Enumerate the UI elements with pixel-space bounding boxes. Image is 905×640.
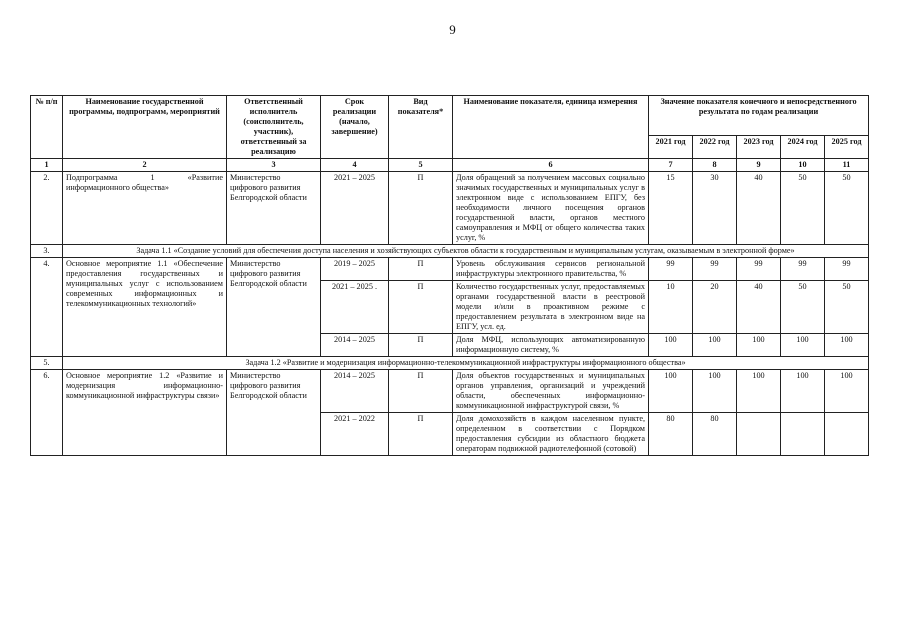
term: 2014 – 2025 (321, 334, 389, 357)
value-cell (781, 413, 825, 456)
term: 2019 – 2025 (321, 258, 389, 281)
value-cell (825, 413, 869, 456)
program-name: Основное мероприятие 1.2 «Развитие и модернизация информационно-коммуникационной инфраструктуры связи» (63, 370, 227, 456)
indicator-kind: П (389, 370, 453, 413)
row-number: 2. (31, 172, 63, 245)
row-number: 5. (31, 357, 63, 370)
value-cell: 100 (737, 334, 781, 357)
header-year: 2022 год (693, 136, 737, 159)
header-row (31, 96, 869, 136)
column-number: 10 (781, 159, 825, 172)
responsible: Министерство цифрового развития Белгородской области (227, 258, 321, 357)
header-year: 2021 год (649, 136, 693, 159)
value-cell: 99 (693, 258, 737, 281)
indicator-kind: П (389, 281, 453, 334)
value-cell: 50 (781, 281, 825, 334)
column-number: 5 (389, 159, 453, 172)
value-cell: 40 (737, 172, 781, 245)
page-number: 9 (449, 22, 456, 37)
column-number: 7 (649, 159, 693, 172)
value-cell: 100 (693, 370, 737, 413)
table-row (31, 172, 869, 245)
value-cell: 80 (649, 413, 693, 456)
header-year: 2023 год (737, 136, 781, 159)
header-values: Значение показателя конечного и непосредственного результата по годам реализации (649, 96, 869, 136)
value-cell: 80 (693, 413, 737, 456)
indicator-kind: П (389, 334, 453, 357)
column-number: 2 (63, 159, 227, 172)
task-title: Задача 1.1 «Создание условий для обеспечения доступа населения и хозяйствующих субъектов области к государственным и муниципальным услугам, оказываемым в электронной форме» (63, 245, 869, 258)
value-cell: 100 (693, 334, 737, 357)
row-number: 6. (31, 370, 63, 456)
column-number: 11 (825, 159, 869, 172)
value-cell: 100 (825, 370, 869, 413)
value-cell: 20 (693, 281, 737, 334)
value-cell: 10 (649, 281, 693, 334)
table-row (31, 258, 869, 281)
column-number: 8 (693, 159, 737, 172)
column-number: 9 (737, 159, 781, 172)
term: 2021 – 2025 (321, 172, 389, 245)
value-cell: 100 (781, 334, 825, 357)
header-term: Срок реализации (начало, завершение) (321, 96, 389, 159)
column-number: 6 (453, 159, 649, 172)
term: 2014 – 2025 (321, 370, 389, 413)
value-cell: 50 (825, 281, 869, 334)
value-cell: 100 (825, 334, 869, 357)
value-cell: 50 (781, 172, 825, 245)
indicator-name: Доля домохозяйств в каждом населенном пункте, определенном в соответствии с Порядком предоставления субсидии из областного бюджета операторам подвижной радиотелефонной (сотовой) (453, 413, 649, 456)
program-table (30, 95, 869, 456)
value-cell: 99 (825, 258, 869, 281)
row-number: 4. (31, 258, 63, 357)
header-indicator: Наименование показателя, единица измерения (453, 96, 649, 159)
header-year: 2025 год (825, 136, 869, 159)
value-cell: 100 (649, 334, 693, 357)
value-cell: 50 (825, 172, 869, 245)
indicator-name: Количество государственных услуг, предоставляемых органами государственной власти в реестровой модели и/или в проактивном режиме с предоставлением результата в электронном виде на ЕПГУ, усл. ед. (453, 281, 649, 334)
task-row (31, 357, 869, 370)
term: 2021 – 2022 (321, 413, 389, 456)
task-title: Задача 1.2 «Развитие и модернизация информационно-телекоммуникационной инфраструктуры информационного общества» (63, 357, 869, 370)
indicator-kind: П (389, 172, 453, 245)
column-numbers-row (31, 159, 869, 172)
value-cell: 30 (693, 172, 737, 245)
indicator-name: Доля МФЦ, использующих автоматизированную информационную систему, % (453, 334, 649, 357)
value-cell (737, 413, 781, 456)
program-name: Основное мероприятие 1.1 «Обеспечение предоставления государственных и муниципальных услуг с использованием современных информационных и телекоммуникационных технологий» (63, 258, 227, 357)
term: 2021 – 2025 . (321, 281, 389, 334)
value-cell: 100 (781, 370, 825, 413)
row-number: 3. (31, 245, 63, 258)
value-cell: 40 (737, 281, 781, 334)
value-cell: 99 (737, 258, 781, 281)
column-number: 1 (31, 159, 63, 172)
value-cell: 99 (649, 258, 693, 281)
value-cell: 99 (781, 258, 825, 281)
indicator-name: Доля обращений за получением массовых социально значимых государственных и муниципальных услуг в электронном виде с использованием ЕПГУ, без необходимости личного посещения органов государственной власти, органов местного самоуправления и МФЦ от общего количества таких услуг, % (453, 172, 649, 245)
indicator-name: Доля объектов государственных и муниципальных органов управления, организаций и учреждений области, обеспеченных информационно-коммуникационной инфраструктурой связи, % (453, 370, 649, 413)
indicator-name: Уровень обслуживания сервисов региональной инфраструктуры электронного правительства, % (453, 258, 649, 281)
header-responsible: Ответственный исполнитель (соисполнитель, участник), ответственный за реализацию (227, 96, 321, 159)
header-program: Наименование государственной программы, подпрограмм, мероприятий (63, 96, 227, 159)
column-number: 3 (227, 159, 321, 172)
header-kind: Вид показателя* (389, 96, 453, 159)
program-name: Подпрограмма 1 «Развитие информационного общества» (63, 172, 227, 245)
value-cell: 15 (649, 172, 693, 245)
value-cell: 100 (649, 370, 693, 413)
responsible: Министерство цифрового развития Белгородской области (227, 172, 321, 245)
header-num: № п/п (31, 96, 63, 159)
responsible: Министерство цифрового развития Белгородской области (227, 370, 321, 456)
value-cell: 100 (737, 370, 781, 413)
task-row (31, 245, 869, 258)
indicator-kind: П (389, 258, 453, 281)
indicator-kind: П (389, 413, 453, 456)
table-row (31, 370, 869, 413)
header-year: 2024 год (781, 136, 825, 159)
column-number: 4 (321, 159, 389, 172)
